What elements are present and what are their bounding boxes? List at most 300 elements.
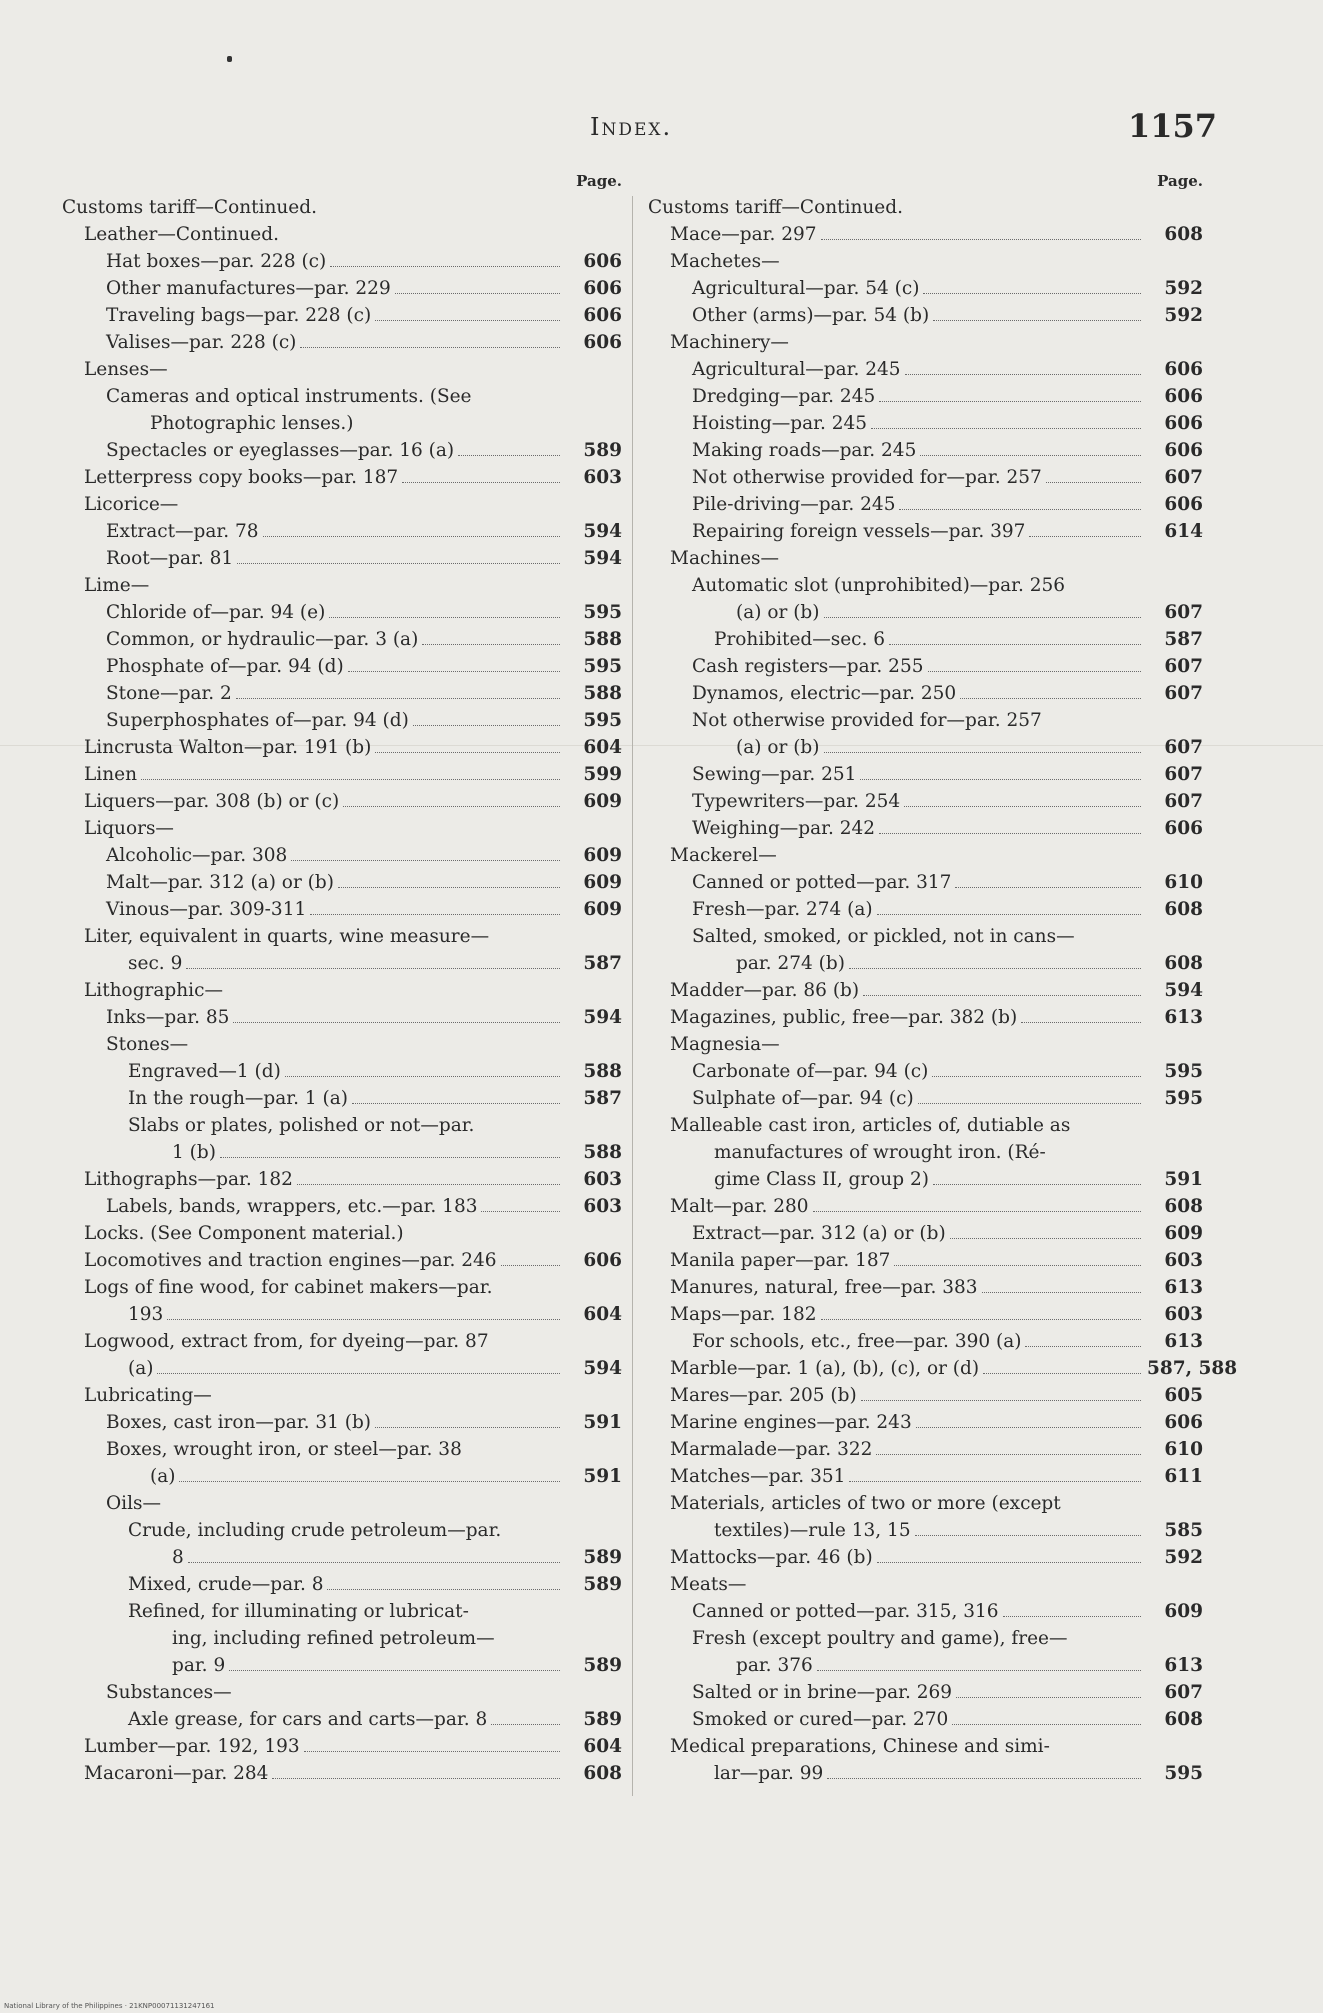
page-reference: 603: [1164, 1304, 1203, 1325]
entry-text: Agricultural—par. 245: [692, 359, 901, 380]
entry-text: Superphosphates of—par. 94 (d): [106, 710, 409, 731]
index-entry: [62, 221, 622, 248]
dot-leader: [952, 1724, 1141, 1725]
index-entry: [648, 788, 1203, 815]
dot-leader: [923, 293, 1141, 294]
page-reference: 595: [1164, 1763, 1203, 1784]
entry-text: Lithographic—: [84, 980, 223, 1001]
page-reference: 609: [583, 872, 622, 893]
dot-leader: [894, 1265, 1141, 1266]
page-reference: 606: [583, 1250, 622, 1271]
entry-text: Stone—par. 2: [106, 683, 232, 704]
index-entry: [648, 1679, 1203, 1706]
dot-leader: [458, 455, 560, 456]
dot-leader: [849, 968, 1141, 969]
entry-text: par. 376: [736, 1655, 813, 1676]
entry-text: Pile-driving—par. 245: [692, 494, 896, 515]
entry-text: 8: [172, 1547, 184, 1568]
page-reference: 589: [583, 440, 622, 461]
entry-text: Logs of fine wood, for cabinet makers—par.: [84, 1277, 493, 1298]
index-entry: [648, 410, 1203, 437]
dot-leader: [879, 833, 1141, 834]
page-reference: 606: [1164, 386, 1203, 407]
index-entry: [62, 1274, 622, 1328]
entry-text: Leather—Continued.: [84, 224, 279, 245]
page-reference: 588: [583, 1142, 622, 1163]
dot-leader: [413, 725, 560, 726]
page-reference: 604: [583, 1736, 622, 1757]
dot-leader: [395, 293, 560, 294]
page-number: 1157: [1128, 107, 1218, 145]
page-reference: 592: [1164, 305, 1203, 326]
page-reference: 613: [1164, 1007, 1203, 1028]
entry-text: (a): [128, 1358, 154, 1379]
page-column-label: Page.: [576, 172, 622, 190]
entry-text: lar—par. 99: [714, 1763, 824, 1784]
entry-text: Oils—: [106, 1493, 161, 1514]
index-entry: [62, 383, 622, 437]
dot-leader: [188, 1562, 560, 1563]
entry-text: Lime—: [84, 575, 150, 596]
index-entry: [648, 248, 1203, 275]
entry-text: Photographic lenses.): [150, 413, 354, 434]
dot-leader: [824, 752, 1142, 753]
index-entry: [648, 896, 1203, 923]
dot-leader: [871, 428, 1141, 429]
page-column-label: Page.: [1157, 172, 1203, 190]
index-entry: [62, 1328, 622, 1382]
index-entry: [648, 1220, 1203, 1247]
index-entry: [648, 1733, 1203, 1787]
dot-leader: [1029, 536, 1141, 537]
right-index-entries: [648, 194, 1238, 1787]
entry-text: Cash registers—par. 255: [692, 656, 924, 677]
dot-leader: [915, 1535, 1141, 1536]
index-entry: [648, 1598, 1203, 1625]
page-reference: 604: [583, 1304, 622, 1325]
page-reference: 607: [1164, 791, 1203, 812]
dot-leader: [263, 536, 560, 537]
page-reference: 608: [1164, 953, 1203, 974]
dot-leader: [933, 320, 1141, 321]
entry-text: Extract—par. 78: [106, 521, 259, 542]
entry-text: Lumber—par. 192, 193: [84, 1736, 300, 1757]
entry-text: Slabs or plates, polished or not—par.: [128, 1115, 475, 1136]
dot-leader: [157, 1373, 560, 1374]
index-entry: [648, 221, 1203, 248]
page-reference: 610: [1164, 1439, 1203, 1460]
dot-leader: [329, 617, 560, 618]
index-entry: [62, 572, 622, 599]
index-entry: [648, 545, 1203, 572]
entry-text: Malt—par. 312 (a) or (b): [106, 872, 334, 893]
page-reference: 605: [1164, 1385, 1203, 1406]
index-entry: [62, 1004, 622, 1031]
page-reference: 589: [583, 1547, 622, 1568]
entry-text: Locks. (See Component material.): [84, 1223, 404, 1244]
page-reference: 603: [583, 1196, 622, 1217]
entry-text: Other (arms)—par. 54 (b): [692, 305, 930, 326]
dot-leader: [905, 374, 1141, 375]
entry-text: In the rough—par. 1 (a): [128, 1088, 348, 1109]
page-reference: 589: [583, 1574, 622, 1595]
dot-leader: [920, 455, 1141, 456]
entry-text: Marble—par. 1 (a), (b), (c), or (d): [670, 1358, 980, 1379]
index-entry: [648, 1193, 1203, 1220]
entry-text: sec. 9: [128, 953, 183, 974]
index-entry: [62, 734, 622, 761]
dot-leader: [983, 1373, 1141, 1374]
entry-text: Dynamos, electric—par. 250: [692, 683, 957, 704]
entry-text: Fresh (except poultry and game), free—: [692, 1628, 1068, 1649]
entry-text: (a) or (b): [736, 737, 820, 758]
dot-leader: [297, 1184, 560, 1185]
entry-text: Crude, including crude petroleum—par.: [128, 1520, 502, 1541]
entry-text: Magazines, public, free—par. 382 (b): [670, 1007, 1018, 1028]
entry-text: Root—par. 81: [106, 548, 234, 569]
page-reference: 603: [1164, 1250, 1203, 1271]
dot-leader: [304, 1751, 560, 1752]
index-entry: [62, 707, 622, 734]
entry-text: Other manufactures—par. 229: [106, 278, 391, 299]
index-entry: [62, 1598, 622, 1679]
index-entry: [62, 1733, 622, 1760]
index-entry: [62, 788, 622, 815]
dot-leader: [285, 1076, 560, 1077]
page-reference: 606: [1164, 818, 1203, 839]
page-reference: 614: [1164, 521, 1203, 542]
index-entry: [648, 1355, 1238, 1382]
dot-leader: [179, 1481, 560, 1482]
entry-text: Locomotives and traction engines—par. 246: [84, 1250, 497, 1271]
page-reference: 595: [583, 602, 622, 623]
index-entry: [648, 653, 1203, 680]
page-reference: 606: [1164, 494, 1203, 515]
entry-text: Common, or hydraulic—par. 3 (a): [106, 629, 419, 650]
page-reference: 606: [583, 251, 622, 272]
index-entry: [648, 1544, 1203, 1571]
page-reference: 594: [583, 1007, 622, 1028]
dot-leader: [501, 1265, 560, 1266]
entry-text: Alcoholic—par. 308: [106, 845, 288, 866]
page-reference: 592: [1164, 278, 1203, 299]
entry-text: Dredging—par. 245: [692, 386, 876, 407]
index-entry: [648, 1625, 1203, 1679]
page-reference: 585: [1164, 1520, 1203, 1541]
entry-text: Machines—: [670, 548, 780, 569]
index-entry: [62, 869, 622, 896]
left-index-entries: [62, 194, 622, 1787]
index-entry: [62, 680, 622, 707]
dot-leader: [229, 1670, 560, 1671]
column-divider: [632, 196, 633, 1796]
dot-leader: [876, 1454, 1141, 1455]
entry-text: Lubricating—: [84, 1385, 212, 1406]
index-entry: [62, 761, 622, 788]
dot-leader: [904, 806, 1141, 807]
index-entry: [648, 1436, 1203, 1463]
entry-text: Materials, articles of two or more (except: [670, 1493, 1061, 1514]
index-entry: [62, 1517, 622, 1571]
index-entry: [62, 923, 622, 977]
dot-leader: [338, 887, 560, 888]
dot-leader: [899, 509, 1141, 510]
index-entry: [62, 599, 622, 626]
dot-leader: [348, 671, 560, 672]
entry-text: Mace—par. 297: [670, 224, 817, 245]
entry-text: gime Class II, group 2): [714, 1169, 929, 1190]
index-entry: [62, 977, 622, 1004]
entry-text: Liquors—: [84, 818, 174, 839]
entry-text: Licorice—: [84, 494, 179, 515]
index-entry: [62, 1247, 622, 1274]
index-entry: [62, 248, 622, 275]
page-reference: 608: [1164, 1709, 1203, 1730]
index-entry: [62, 1436, 622, 1490]
entry-text: Valises—par. 228 (c): [106, 332, 297, 353]
entry-text: manufactures of wrought iron. (Ré-: [714, 1142, 1046, 1163]
index-entry: [648, 194, 1203, 221]
entry-text: Mackerel—: [670, 845, 777, 866]
dot-leader: [186, 968, 560, 969]
page-reference: 609: [583, 791, 622, 812]
entry-text: Meats—: [670, 1574, 747, 1595]
entry-text: Cameras and optical instruments. (See: [106, 386, 472, 407]
dot-leader: [375, 752, 560, 753]
page-reference: 607: [1164, 737, 1203, 758]
index-entry: [648, 302, 1203, 329]
entry-text: Sulphate of—par. 94 (c): [692, 1088, 914, 1109]
dot-leader: [375, 1427, 560, 1428]
page-reference: 588: [583, 1061, 622, 1082]
entry-text: Malleable cast iron, articles of, dutiable as: [670, 1115, 1071, 1136]
page-reference: 608: [1164, 224, 1203, 245]
dot-leader: [955, 887, 1141, 888]
entry-text: Hat boxes—par. 228 (c): [106, 251, 327, 272]
index-entry: [648, 1409, 1203, 1436]
entry-text: Manures, natural, free—par. 383: [670, 1277, 978, 1298]
index-entry: [648, 815, 1203, 842]
index-entry: [648, 437, 1203, 464]
index-entry: [62, 1706, 622, 1733]
dot-leader: [237, 563, 560, 564]
page-reference: 608: [1164, 1196, 1203, 1217]
index-entry: [648, 1274, 1203, 1301]
dot-leader: [1003, 1616, 1141, 1617]
entry-text: Vinous—par. 309-311: [106, 899, 307, 920]
page-reference: 588: [583, 683, 622, 704]
index-entry: [62, 518, 622, 545]
page-reference: 608: [583, 1763, 622, 1784]
index-entry: [648, 464, 1203, 491]
entry-text: Lithographs—par. 182: [84, 1169, 293, 1190]
dot-leader: [916, 1427, 1141, 1428]
entry-text: Mixed, crude—par. 8: [128, 1574, 324, 1595]
page-reference: 613: [1164, 1331, 1203, 1352]
index-entry: [62, 842, 622, 869]
page-reference: 607: [1164, 656, 1203, 677]
dot-leader: [167, 1319, 560, 1320]
page-reference: 611: [1164, 1466, 1203, 1487]
entry-text: Linen: [84, 764, 137, 785]
dot-leader: [300, 347, 560, 348]
page-reference: 604: [583, 737, 622, 758]
entry-text: 193: [128, 1304, 164, 1325]
dot-leader: [817, 1670, 1141, 1671]
dot-leader: [1021, 1022, 1141, 1023]
page-reference: 594: [583, 521, 622, 542]
index-entry: [62, 653, 622, 680]
entry-text: Chloride of—par. 94 (e): [106, 602, 326, 623]
dot-leader: [877, 1562, 1141, 1563]
entry-text: Hoisting—par. 245: [692, 413, 868, 434]
entry-text: Traveling bags—par. 228 (c): [106, 305, 372, 326]
dot-leader: [141, 779, 560, 780]
dot-leader: [821, 239, 1141, 240]
entry-text: par. 274 (b): [736, 953, 845, 974]
right-column: [648, 172, 1238, 1802]
entry-text: Carbonate of—par. 94 (c): [692, 1061, 929, 1082]
page-reference: 589: [583, 1709, 622, 1730]
page-reference: 610: [1164, 872, 1203, 893]
entry-text: Customs tariff—Continued.: [62, 197, 317, 218]
entry-text: Typewriters—par. 254: [692, 791, 901, 812]
page-reference: 613: [1164, 1277, 1203, 1298]
index-entry: [648, 572, 1203, 626]
dot-leader: [813, 1211, 1141, 1212]
index-entry: [648, 626, 1203, 653]
entry-text: Medical preparations, Chinese and simi-: [670, 1736, 1050, 1757]
entry-text: Customs tariff—Continued.: [648, 197, 903, 218]
dot-leader: [879, 401, 1141, 402]
index-entry: [62, 1760, 622, 1787]
dot-leader: [877, 914, 1141, 915]
page-reference: 589: [583, 1655, 622, 1676]
entry-text: Engraved—1 (d): [128, 1061, 281, 1082]
index-entry: [648, 356, 1203, 383]
index-entry: [648, 1085, 1203, 1112]
dot-leader: [933, 1184, 1141, 1185]
index-entry: [648, 1382, 1203, 1409]
index-entry: [62, 1085, 622, 1112]
page-reference: 594: [583, 1358, 622, 1379]
entry-text: Macaroni—par. 284: [84, 1763, 269, 1784]
index-entry: [648, 1463, 1203, 1490]
index-entry: [648, 1031, 1203, 1058]
entry-text: Substances—: [106, 1682, 232, 1703]
dot-leader: [402, 482, 560, 483]
dot-leader: [824, 617, 1142, 618]
index-entry: [648, 842, 1203, 869]
index-entry: [62, 1490, 622, 1517]
page-reference: 606: [1164, 1412, 1203, 1433]
index-entry: [648, 977, 1203, 1004]
dot-leader: [918, 1103, 1141, 1104]
dot-leader: [330, 266, 560, 267]
entry-text: Refined, for illuminating or lubricat-: [128, 1601, 469, 1622]
entry-text: Making roads—par. 245: [692, 440, 917, 461]
page-reference: 603: [583, 467, 622, 488]
index-entry: [648, 275, 1203, 302]
page-reference: 613: [1164, 1655, 1203, 1676]
index-entry: [648, 680, 1203, 707]
dot-leader: [950, 1238, 1141, 1239]
page-reference: 609: [583, 845, 622, 866]
entry-text: Salted or in brine—par. 269: [692, 1682, 953, 1703]
dot-leader: [1046, 482, 1141, 483]
entry-text: textiles)—rule 13, 15: [714, 1520, 911, 1541]
entry-text: Boxes, cast iron—par. 31 (b): [106, 1412, 372, 1433]
page-reference: 594: [583, 548, 622, 569]
index-entry: [648, 923, 1203, 977]
dot-leader: [352, 1103, 560, 1104]
dot-leader: [233, 1022, 560, 1023]
page-reference: 595: [1164, 1061, 1203, 1082]
index-entry: [62, 1382, 622, 1409]
index-entry: [62, 464, 622, 491]
page-reference: 608: [1164, 899, 1203, 920]
page-reference: 591: [583, 1412, 622, 1433]
page-reference: 587: [583, 953, 622, 974]
entry-text: Lenses—: [84, 359, 168, 380]
dot-leader: [863, 995, 1141, 996]
entry-text: Not otherwise provided for—par. 257: [692, 710, 1042, 731]
index-entry: [62, 545, 622, 572]
entry-text: Salted, smoked, or pickled, not in cans—: [692, 926, 1075, 947]
entry-text: Marmalade—par. 322: [670, 1439, 873, 1460]
dot-leader: [860, 779, 1141, 780]
entry-text: Lincrusta Walton—par. 191 (b): [84, 737, 372, 758]
entry-text: Maps—par. 182: [670, 1304, 817, 1325]
page-reference: 607: [1164, 1682, 1203, 1703]
entry-text: Automatic slot (unprohibited)—par. 256: [692, 575, 1066, 596]
dot-leader: [932, 1076, 1141, 1077]
page-reference: 591: [1164, 1169, 1203, 1190]
entry-text: Smoked or cured—par. 270: [692, 1709, 949, 1730]
index-entry: [62, 275, 622, 302]
entry-text: Inks—par. 85: [106, 1007, 230, 1028]
ink-speck: [227, 56, 232, 62]
index-entry: [62, 1193, 622, 1220]
entry-text: par. 9: [172, 1655, 226, 1676]
entry-text: Liquers—par. 308 (b) or (c): [84, 791, 340, 812]
footer-note: National Library of the Philippines · 21KNP00071131247161: [4, 2002, 215, 2010]
entry-text: Boxes, wrought iron, or steel—par. 38: [106, 1439, 462, 1460]
dot-leader: [220, 1157, 560, 1158]
index-entry: [648, 1301, 1203, 1328]
entry-text: For schools, etc., free—par. 390 (a): [692, 1331, 1022, 1352]
index-entry: [648, 869, 1203, 896]
page-reference: 607: [1164, 764, 1203, 785]
entry-text: Sewing—par. 251: [692, 764, 857, 785]
entry-text: Marine engines—par. 243: [670, 1412, 912, 1433]
index-entry: [648, 707, 1203, 761]
entry-text: Magnesia—: [670, 1034, 780, 1055]
page-reference: 592: [1164, 1547, 1203, 1568]
entry-text: Prohibited—sec. 6: [714, 629, 886, 650]
index-entry: [62, 626, 622, 653]
index-entry: [62, 194, 622, 221]
page-reference: 587: [583, 1088, 622, 1109]
index-entry: [648, 1328, 1203, 1355]
index-entry: [62, 1571, 622, 1598]
page-title: Index.: [590, 113, 673, 141]
entry-text: Fresh—par. 274 (a): [692, 899, 873, 920]
index-entry: [62, 1166, 622, 1193]
entry-text: Malt—par. 280: [670, 1196, 809, 1217]
entry-text: Axle grease, for cars and carts—par. 8: [128, 1709, 488, 1730]
dot-leader: [310, 914, 560, 915]
